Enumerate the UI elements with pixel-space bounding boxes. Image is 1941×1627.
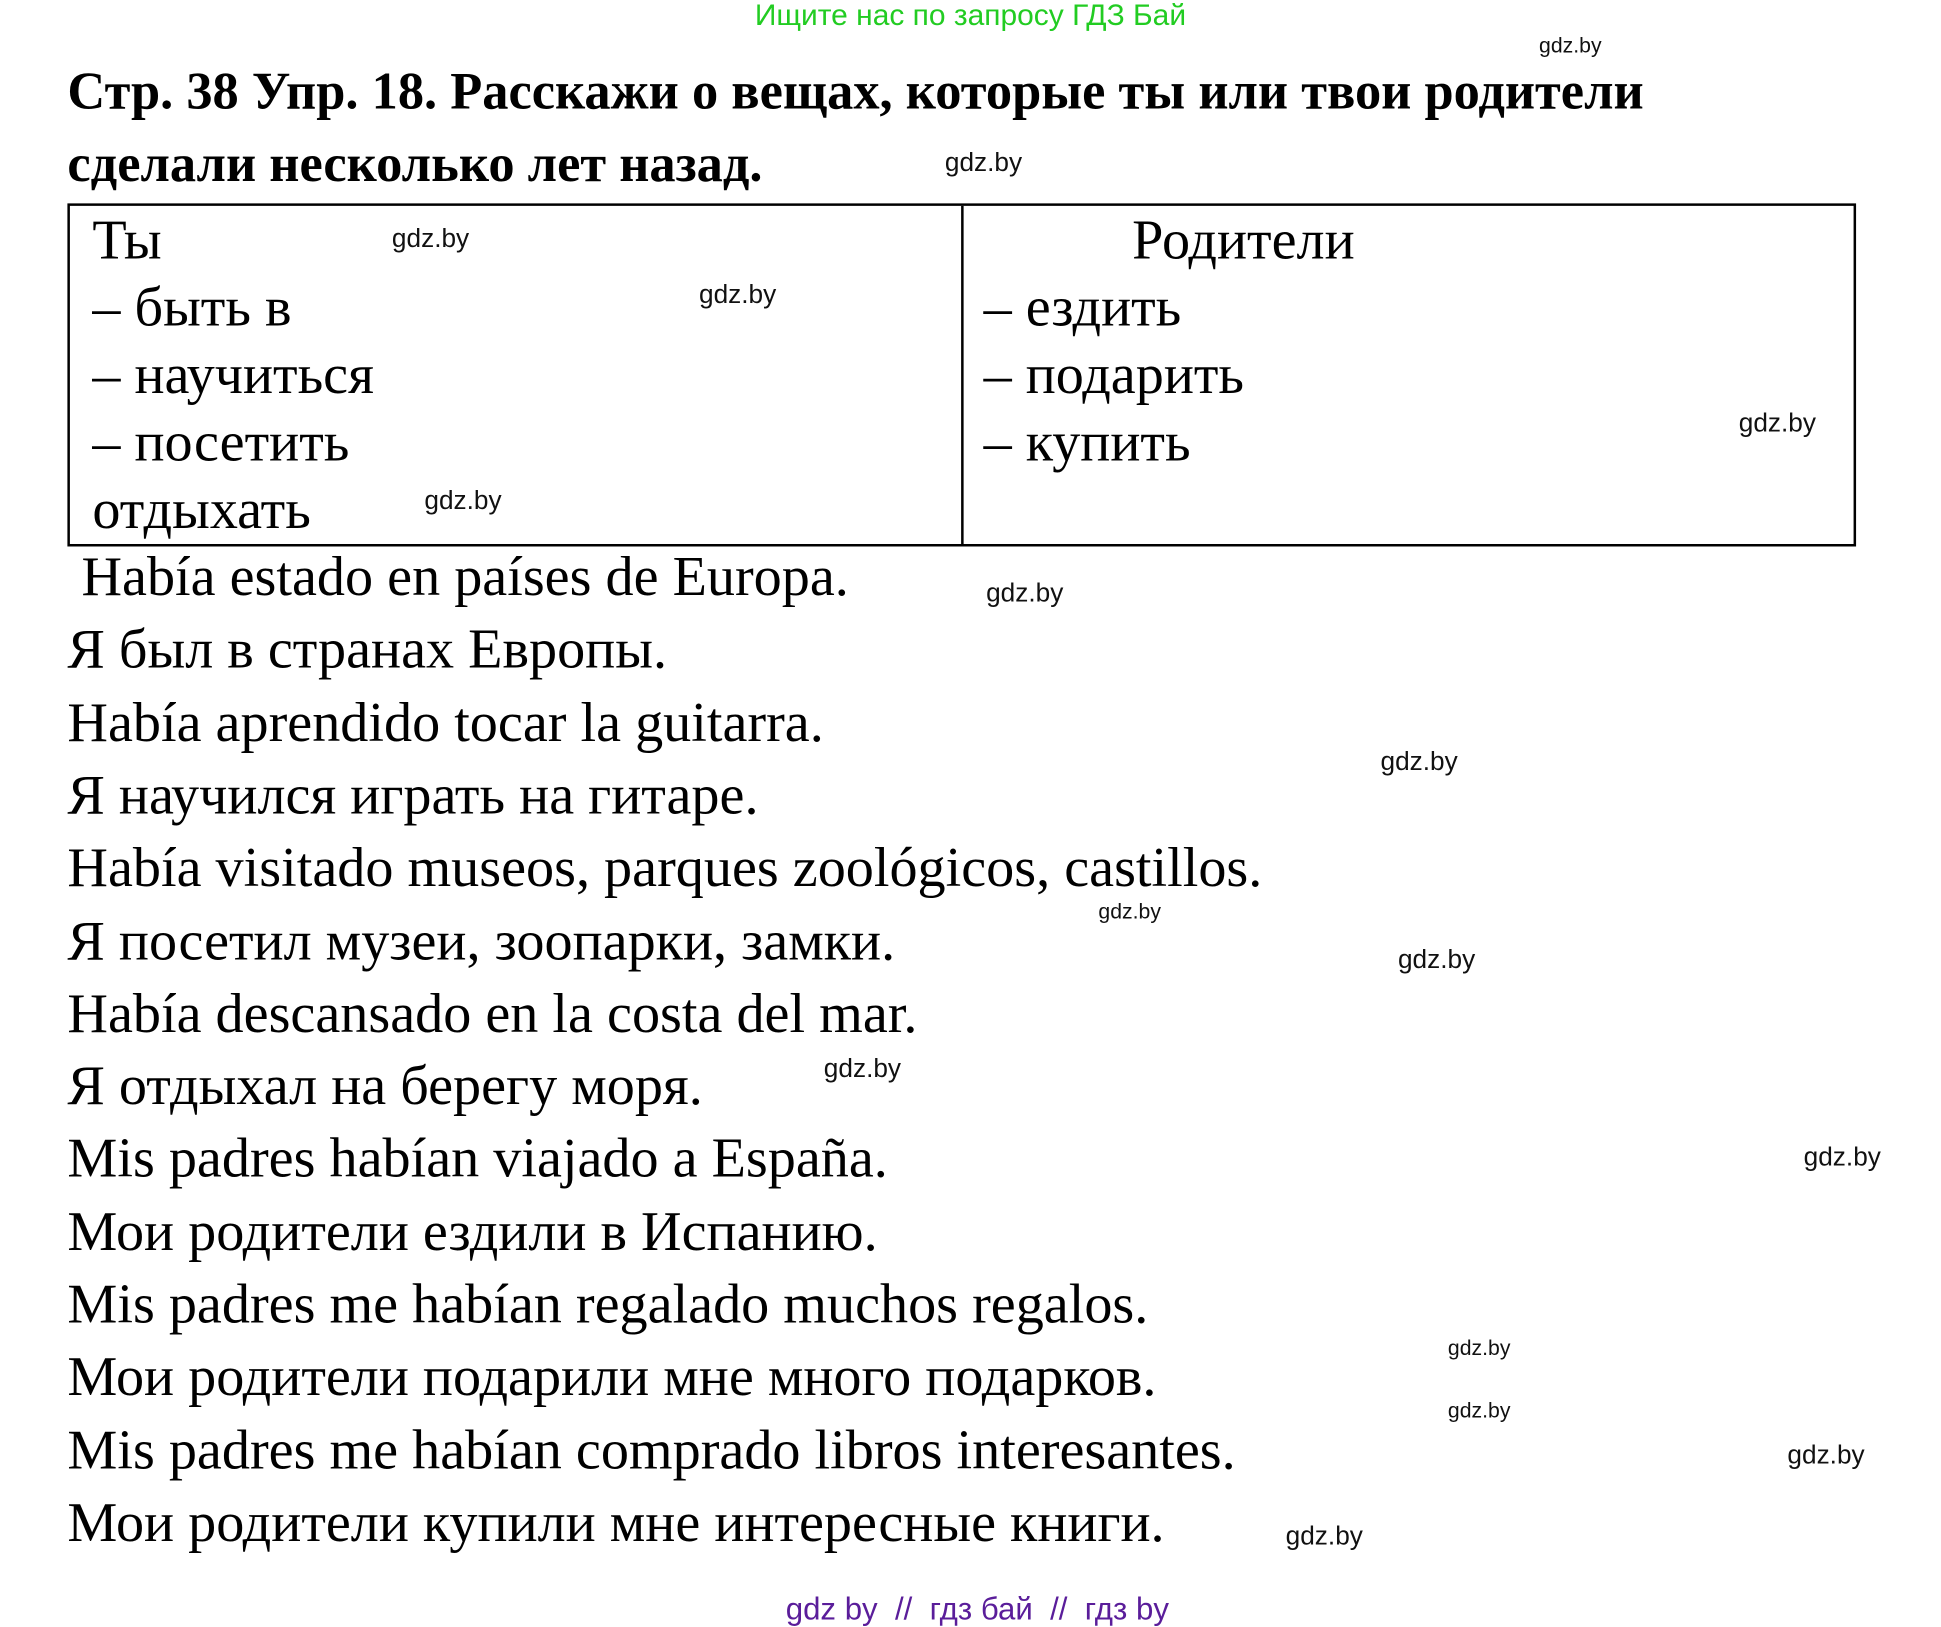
watermark: gdz.by [1380,747,1458,777]
table-item: – подарить [983,343,1245,406]
watermark: gdz.by [986,578,1064,608]
watermark: gdz.by [698,280,777,310]
watermark: gdz.by [1447,1398,1511,1423]
watermark: gdz.by [1285,1522,1363,1551]
answer-line: Mis padres me habían regalado muchos regalos. [67,1272,1149,1336]
table-divider [961,206,963,544]
answer-line: Мои родители ездили в Испанию. [67,1199,878,1263]
watermark: gdz.by [1447,1336,1511,1360]
answer-line: Mis padres habían viajado a España. [67,1127,888,1190]
exercise-title-line1: Стр. 38 Упр. 18. Расскажи о вещах, которые ты или твои родители [67,63,1644,122]
answer-line: Я посетил музеи, зоопарки, замки. [67,908,896,972]
watermark: gdz.by [1397,945,1476,975]
answer-line: Había aprendido tocar la guitarra. [67,690,824,754]
watermark: gdz.by [391,224,470,254]
answer-line: Había estado en países de Europa. [67,545,849,608]
watermark: gdz.by [1098,899,1161,924]
answer-line: Я научился играть на гитаре. [67,763,759,826]
watermark: gdz.by [1803,1142,1881,1172]
answer-line: Мои родители купили мне интересные книги. [67,1490,1165,1554]
verbs-table [67,203,1856,546]
table-header-parents: Родители [1132,208,1355,271]
table-item: – купить [983,410,1191,473]
answer-line: Я отдыхал на берегу моря. [67,1054,703,1117]
watermark: gdz.by [1539,33,1602,58]
table-item: – посетить [92,410,350,473]
search-banner: Ищите нас по запросу ГДЗ Бай [754,0,1187,33]
watermark: gdz.by [944,148,1023,178]
exercise-title-line2: сделали несколько лет назад. [67,135,763,194]
watermark: gdz.by [1787,1441,1865,1470]
watermark: gdz.by [424,486,502,516]
table-item: – научиться [92,343,374,406]
watermark: gdz.by [1738,409,1816,438]
answer-line: Había visitado museos, parques zoológicos, castillos. [67,836,1263,899]
table-item: отдыхать [92,477,311,541]
answer-line: Mis padres me habían comprado libros interesantes. [67,1418,1236,1481]
watermark: gdz.by [823,1054,902,1084]
table-item: – ездить [983,275,1182,339]
table-item: – быть в [92,275,292,339]
answer-line: Я был в странах Европы. [67,617,668,681]
answer-line: Мои родители подарили мне много подарков. [67,1345,1157,1408]
footer-links: gdz by // гдз бай // гдз by [785,1592,1169,1627]
table-header-you: Ты [92,208,162,271]
answer-line: Había descansado en la costa del mar. [67,981,918,1045]
